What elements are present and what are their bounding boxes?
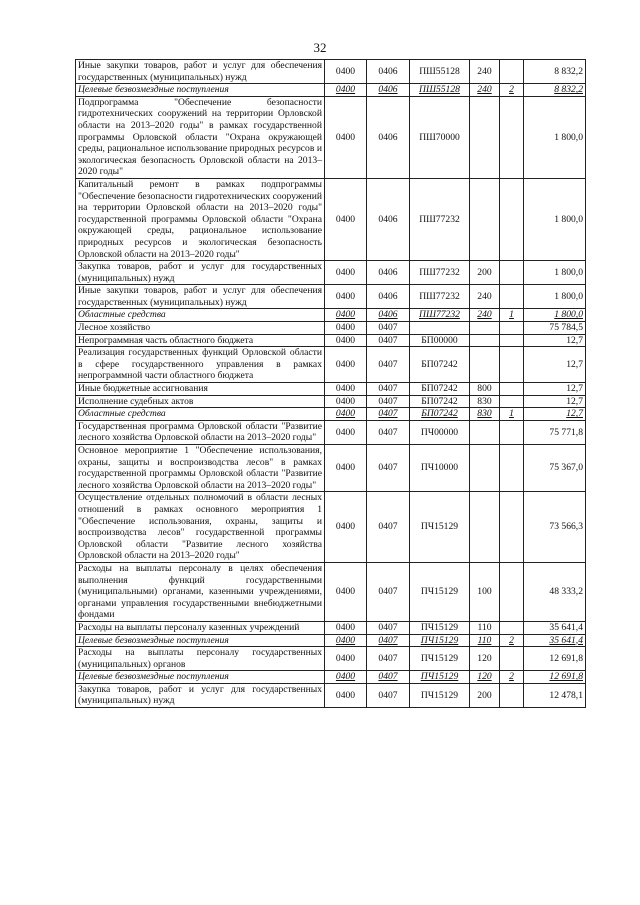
row-amount-cell: 12,7 [524, 383, 586, 396]
row-subsection-cell: 0407 [367, 445, 410, 492]
row-amount-cell: 8 832,2 [524, 84, 586, 97]
row-target-article-cell: БП00000 [410, 334, 470, 347]
row-section-cell: 0400 [325, 445, 367, 492]
row-section-cell: 0400 [325, 634, 367, 647]
row-funding-source-cell [500, 420, 524, 444]
row-name-cell: Расходы на выплаты персоналу в целях обеспечения выполнения функций государственными (муниципальными) органами, казенными учреждениями, органами управления государственными внебюджетными фондами [76, 562, 325, 621]
row-amount-cell: 1 800,0 [524, 261, 586, 285]
row-expense-type-cell: 240 [470, 60, 500, 84]
row-name-cell: Иные закупки товаров, работ и услуг для обеспечения государственных (муниципальных) нужд [76, 60, 325, 84]
table-row [76, 309, 586, 322]
row-name-cell: Закупка товаров, работ и услуг для государственных (муниципальных) нужд [76, 261, 325, 285]
row-subsection-cell: 0407 [367, 408, 410, 421]
row-funding-source-cell [500, 261, 524, 285]
row-section-cell: 0400 [325, 60, 367, 84]
row-expense-type-cell: 200 [470, 261, 500, 285]
row-amount-cell: 1 800,0 [524, 309, 586, 322]
row-name-cell: Капитальный ремонт в рамках подпрограммы "Обеспечение безопасности гидротехнических сооружений на территории Орловской области на 2013–2020 годы" государственной программы Орловской области "Охрана окружающей среды, рациональное использование природных ресурсов и экологическая безопасность Орловской области на 2013–2020 годы" [76, 178, 325, 260]
row-funding-source-cell [500, 334, 524, 347]
table-row [76, 347, 586, 383]
row-section-cell: 0400 [325, 562, 367, 621]
row-amount-cell: 1 800,0 [524, 285, 586, 309]
table-row [76, 562, 586, 621]
row-expense-type-cell [470, 492, 500, 563]
table-row [76, 178, 586, 260]
row-subsection-cell: 0407 [367, 562, 410, 621]
row-funding-source-cell: 2 [500, 84, 524, 97]
row-expense-type-cell: 110 [470, 634, 500, 647]
row-amount-cell: 48 333,2 [524, 562, 586, 621]
row-amount-cell: 8 832,2 [524, 60, 586, 84]
row-subsection-cell: 0407 [367, 621, 410, 634]
row-name-cell: Целевые безвозмездные поступления [76, 671, 325, 684]
row-section-cell: 0400 [325, 395, 367, 408]
row-name-cell: Лесное хозяйство [76, 322, 325, 335]
row-expense-type-cell: 240 [470, 309, 500, 322]
row-expense-type-cell [470, 420, 500, 444]
row-subsection-cell: 0407 [367, 420, 410, 444]
row-expense-type-cell: 830 [470, 408, 500, 421]
row-section-cell: 0400 [325, 322, 367, 335]
row-funding-source-cell [500, 285, 524, 309]
table-row [76, 334, 586, 347]
row-subsection-cell: 0406 [367, 96, 410, 178]
row-expense-type-cell: 240 [470, 285, 500, 309]
row-subsection-cell: 0406 [367, 84, 410, 97]
row-amount-cell: 35 641,4 [524, 634, 586, 647]
row-expense-type-cell [470, 445, 500, 492]
row-name-cell: Иные бюджетные ассигнования [76, 383, 325, 396]
row-section-cell: 0400 [325, 285, 367, 309]
row-name-cell: Непрограммная часть областного бюджета [76, 334, 325, 347]
row-target-article-cell: ПЧ15129 [410, 492, 470, 563]
row-amount-cell: 75 784,5 [524, 322, 586, 335]
row-expense-type-cell [470, 322, 500, 335]
row-target-article-cell [410, 322, 470, 335]
row-funding-source-cell [500, 60, 524, 84]
row-amount-cell: 12,7 [524, 334, 586, 347]
row-target-article-cell: ПЧ15129 [410, 671, 470, 684]
row-subsection-cell: 0407 [367, 347, 410, 383]
row-subsection-cell: 0407 [367, 647, 410, 671]
row-subsection-cell: 0407 [367, 395, 410, 408]
row-section-cell: 0400 [325, 492, 367, 563]
row-amount-cell: 12 691,8 [524, 647, 586, 671]
row-target-article-cell: ПШ77232 [410, 285, 470, 309]
row-target-article-cell: ПЧ15129 [410, 562, 470, 621]
row-funding-source-cell [500, 562, 524, 621]
row-section-cell: 0400 [325, 96, 367, 178]
row-expense-type-cell: 100 [470, 562, 500, 621]
row-subsection-cell: 0407 [367, 683, 410, 707]
row-funding-source-cell [500, 178, 524, 260]
row-amount-cell: 12,7 [524, 408, 586, 421]
row-section-cell: 0400 [325, 309, 367, 322]
row-target-article-cell: ПЧ15129 [410, 634, 470, 647]
table-row [76, 285, 586, 309]
row-name-cell: Исполнение судебных актов [76, 395, 325, 408]
row-subsection-cell: 0406 [367, 309, 410, 322]
table-row [76, 492, 586, 563]
row-amount-cell: 73 566,3 [524, 492, 586, 563]
row-target-article-cell: ПЧ00000 [410, 420, 470, 444]
table-row [76, 84, 586, 97]
row-amount-cell: 12 478,1 [524, 683, 586, 707]
row-name-cell: Закупка товаров, работ и услуг для государственных (муниципальных) нужд [76, 683, 325, 707]
row-amount-cell: 1 800,0 [524, 178, 586, 260]
table-body [76, 60, 586, 708]
row-funding-source-cell [500, 647, 524, 671]
row-funding-source-cell [500, 492, 524, 563]
table-row [76, 383, 586, 396]
row-section-cell: 0400 [325, 347, 367, 383]
row-target-article-cell: БП07242 [410, 395, 470, 408]
row-subsection-cell: 0407 [367, 383, 410, 396]
row-amount-cell: 12 691,8 [524, 671, 586, 684]
row-amount-cell: 12,7 [524, 347, 586, 383]
row-section-cell: 0400 [325, 408, 367, 421]
row-name-cell: Областные средства [76, 309, 325, 322]
table-row [76, 634, 586, 647]
row-name-cell: Подпрограмма "Обеспечение безопасности гидротехнических сооружений на территории Орловской области на 2013–2020 годы" в рамках государственной программы Орловской области "Охрана окружающей среды, рациональное использование природных ресурсов и экологическая безопасность Орловской области на 2013–2020 годы" [76, 96, 325, 178]
table-row [76, 420, 586, 444]
row-subsection-cell: 0406 [367, 60, 410, 84]
row-funding-source-cell: 2 [500, 671, 524, 684]
row-target-article-cell: БП07242 [410, 347, 470, 383]
row-expense-type-cell: 800 [470, 383, 500, 396]
row-expense-type-cell: 120 [470, 647, 500, 671]
table-row [76, 322, 586, 335]
row-target-article-cell: ПШ55128 [410, 84, 470, 97]
row-expense-type-cell [470, 178, 500, 260]
row-name-cell: Реализация государственных функций Орловской области в сфере государственного управления в рамках непрограммной части областного бюджета [76, 347, 325, 383]
row-amount-cell: 1 800,0 [524, 96, 586, 178]
page-number: 32 [313, 40, 327, 55]
row-section-cell: 0400 [325, 683, 367, 707]
row-target-article-cell: ПШ77232 [410, 309, 470, 322]
row-target-article-cell: БП07242 [410, 383, 470, 396]
budget-table [75, 59, 586, 708]
row-section-cell: 0400 [325, 178, 367, 260]
table-row [76, 621, 586, 634]
row-subsection-cell: 0406 [367, 261, 410, 285]
row-funding-source-cell [500, 395, 524, 408]
row-section-cell: 0400 [325, 420, 367, 444]
table-row [76, 671, 586, 684]
row-expense-type-cell [470, 334, 500, 347]
row-section-cell: 0400 [325, 383, 367, 396]
row-section-cell: 0400 [325, 84, 367, 97]
table-row [76, 683, 586, 707]
row-subsection-cell: 0407 [367, 671, 410, 684]
row-subsection-cell: 0407 [367, 492, 410, 563]
table-row [76, 261, 586, 285]
row-section-cell: 0400 [325, 647, 367, 671]
row-expense-type-cell: 120 [470, 671, 500, 684]
table-row [76, 395, 586, 408]
row-target-article-cell: ПЧ15129 [410, 621, 470, 634]
row-expense-type-cell [470, 347, 500, 383]
row-name-cell: Основное мероприятие 1 "Обеспечение использования, охраны, защиты и воспроизводства лесов" в рамках государственной программы Орловской области "Развитие лесного хозяйства Орловской области на 2013–2020 годы" [76, 445, 325, 492]
row-funding-source-cell [500, 445, 524, 492]
row-name-cell: Осуществление отдельных полномочий в области лесных отношений в рамках основного мероприятия 1 "Обеспечение использования, охраны, защиты и воспроизводства лесов" государственной программы Орловской области "Развитие лесного хозяйства Орловской области на 2013–2020 годы" [76, 492, 325, 563]
row-amount-cell: 35 641,4 [524, 621, 586, 634]
row-target-article-cell: ПШ77232 [410, 178, 470, 260]
table-row [76, 60, 586, 84]
row-subsection-cell: 0407 [367, 334, 410, 347]
row-expense-type-cell: 200 [470, 683, 500, 707]
row-expense-type-cell [470, 96, 500, 178]
row-amount-cell: 12,7 [524, 395, 586, 408]
table-row [76, 96, 586, 178]
row-amount-cell: 75 367,0 [524, 445, 586, 492]
row-name-cell: Целевые безвозмездные поступления [76, 84, 325, 97]
row-target-article-cell: ПШ55128 [410, 60, 470, 84]
row-funding-source-cell: 1 [500, 408, 524, 421]
row-target-article-cell: ПЧ15129 [410, 683, 470, 707]
row-funding-source-cell: 2 [500, 634, 524, 647]
row-funding-source-cell [500, 322, 524, 335]
row-target-article-cell: ПШ77232 [410, 261, 470, 285]
row-amount-cell: 75 771,8 [524, 420, 586, 444]
row-target-article-cell: ПЧ15129 [410, 647, 470, 671]
row-subsection-cell: 0407 [367, 634, 410, 647]
row-section-cell: 0400 [325, 261, 367, 285]
row-subsection-cell: 0406 [367, 178, 410, 260]
row-name-cell: Расходы на выплаты персоналу государственных (муниципальных) органов [76, 647, 325, 671]
row-name-cell: Целевые безвозмездные поступления [76, 634, 325, 647]
row-name-cell: Государственная программа Орловской области "Развитие лесного хозяйства Орловской области на 2013–2020 годы" [76, 420, 325, 444]
row-funding-source-cell [500, 621, 524, 634]
row-funding-source-cell [500, 683, 524, 707]
row-name-cell: Иные закупки товаров, работ и услуг для обеспечения государственных (муниципальных) нужд [76, 285, 325, 309]
row-section-cell: 0400 [325, 621, 367, 634]
row-expense-type-cell: 240 [470, 84, 500, 97]
table-row [76, 408, 586, 421]
row-subsection-cell: 0407 [367, 322, 410, 335]
row-target-article-cell: ПШ70000 [410, 96, 470, 178]
row-expense-type-cell: 830 [470, 395, 500, 408]
row-name-cell: Областные средства [76, 408, 325, 421]
row-expense-type-cell: 110 [470, 621, 500, 634]
row-funding-source-cell [500, 96, 524, 178]
table-row [76, 647, 586, 671]
row-target-article-cell: БП07242 [410, 408, 470, 421]
row-funding-source-cell [500, 347, 524, 383]
row-name-cell: Расходы на выплаты персоналу казенных учреждений [76, 621, 325, 634]
row-section-cell: 0400 [325, 671, 367, 684]
row-funding-source-cell: 1 [500, 309, 524, 322]
row-funding-source-cell [500, 383, 524, 396]
table-row [76, 445, 586, 492]
row-subsection-cell: 0406 [367, 285, 410, 309]
row-target-article-cell: ПЧ10000 [410, 445, 470, 492]
row-section-cell: 0400 [325, 334, 367, 347]
